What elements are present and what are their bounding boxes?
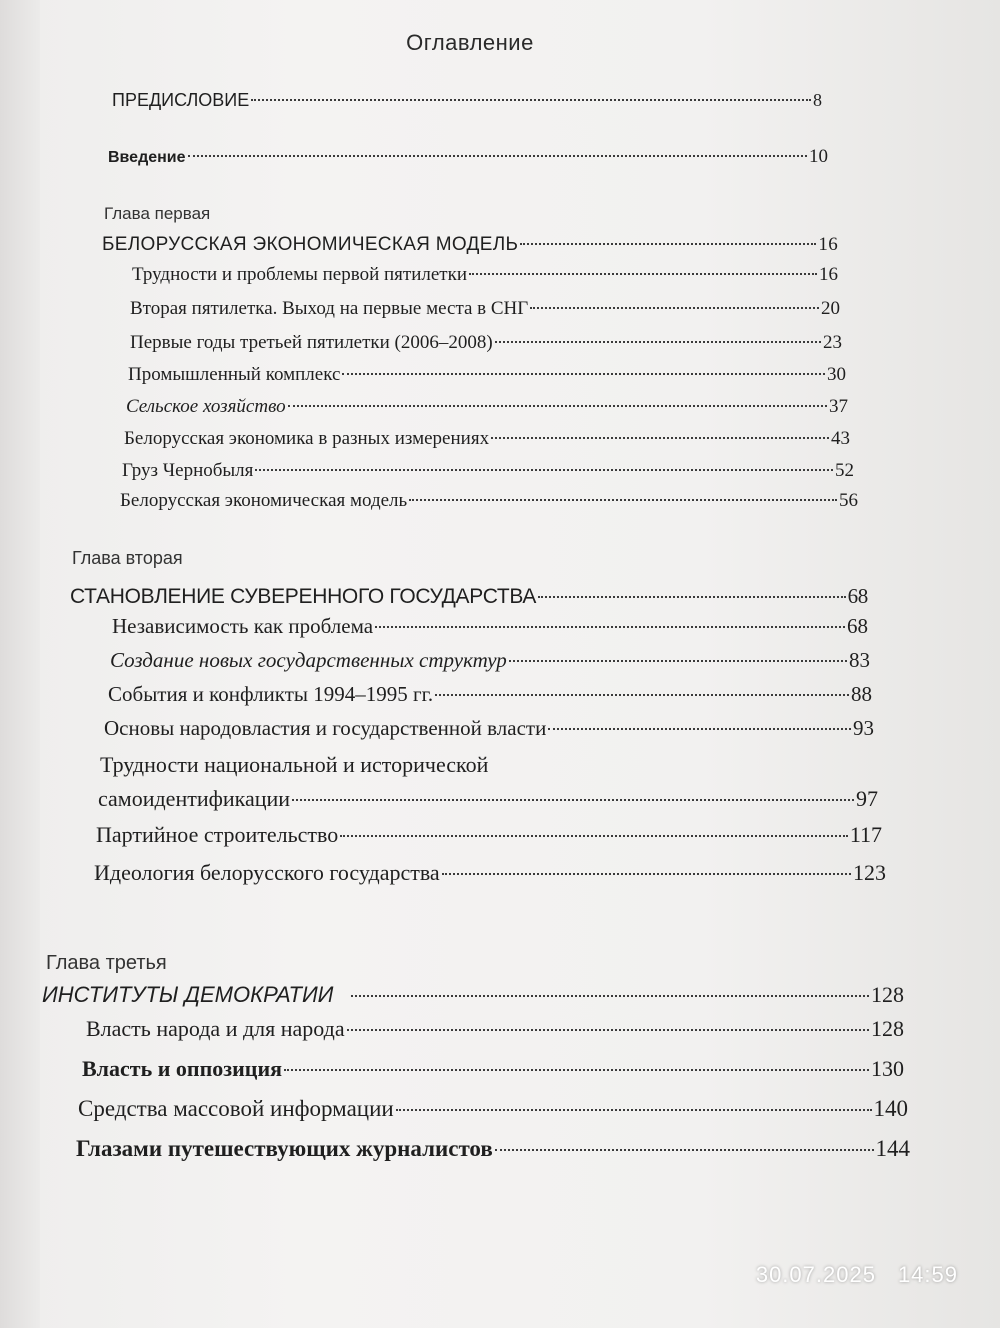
toc-page-number: 93 <box>853 716 874 740</box>
leader-dots <box>495 341 821 343</box>
toc-entry-preface <box>112 90 822 111</box>
toc-entry-label-line1: Трудности национальной и исторической <box>100 752 489 777</box>
toc-page-number: 23 <box>823 332 842 353</box>
toc-entry-label: Трудности и проблемы первой пятилетки <box>132 264 467 285</box>
toc-page-number: 128 <box>871 1016 904 1041</box>
toc-entry-label: Средства массовой информации <box>78 1096 394 1121</box>
toc-entry-label: Основы народовластия и государственной власти <box>104 716 547 740</box>
leader-dots <box>538 596 845 598</box>
leader-dots <box>351 995 869 997</box>
chapter-1-label: Глава первая <box>104 204 211 223</box>
leader-dots <box>288 405 827 407</box>
chapter-2-label: Глава вторая <box>72 548 183 568</box>
leader-dots <box>530 307 819 309</box>
toc-page-number: 20 <box>821 298 840 319</box>
leader-dots <box>509 660 847 662</box>
toc-entry-label: ПРЕДИСЛОВИЕ <box>112 90 250 110</box>
leader-dots <box>409 499 837 501</box>
chapter-3-heading <box>42 982 904 1008</box>
toc-entry <box>126 396 848 418</box>
leader-dots <box>548 728 851 730</box>
leader-dots <box>292 799 854 801</box>
toc-page-number: 83 <box>849 648 870 672</box>
toc-entry-label: События и конфликты 1994–1995 гг. <box>108 682 434 706</box>
toc-entry-label: Независимость как проблема <box>112 614 374 638</box>
toc-entry-label: Вторая пятилетка. Выход на первые места в СНГ <box>130 298 529 319</box>
leader-dots <box>347 1029 869 1031</box>
toc-page-number: 16 <box>819 264 838 285</box>
toc-entry <box>132 264 838 286</box>
leader-dots <box>251 99 811 101</box>
leader-dots <box>396 1109 872 1111</box>
toc-entry-label: СТАНОВЛЕНИЕ СУВЕРЕННОГО ГОСУДАРСТВА <box>70 585 537 608</box>
photo-timestamp <box>756 1262 958 1288</box>
toc-entry-label: Груз Чернобыля <box>122 460 254 481</box>
leader-dots <box>375 626 845 628</box>
toc-entry <box>122 460 854 482</box>
leader-dots <box>340 835 848 837</box>
toc-entry-label: Партийное строительство <box>96 822 339 847</box>
leader-dots <box>284 1069 869 1071</box>
leader-dots <box>495 1149 874 1151</box>
toc-page-number: 43 <box>831 428 850 449</box>
toc-entry <box>128 364 846 386</box>
leader-dots <box>435 694 849 696</box>
toc-entry-label: Белорусская экономика в разных измерениях <box>124 428 490 449</box>
toc-entry-label: Промышленный комплекс <box>128 364 341 385</box>
toc-entry <box>78 1096 908 1122</box>
leader-dots <box>520 243 816 245</box>
toc-page-number: 88 <box>851 682 872 706</box>
toc-page-number: 123 <box>853 860 886 885</box>
toc-entry-label: Глазами путешествующих журналистов <box>76 1136 493 1161</box>
toc-entry <box>130 298 840 320</box>
toc-entry-label: Первые годы третьей пятилетки (2006–2008) <box>130 332 493 353</box>
toc-page-number: 140 <box>873 1096 908 1121</box>
toc-entry <box>124 428 850 450</box>
toc-entry-label: Власть и оппозиция <box>82 1056 283 1081</box>
leader-dots <box>442 873 851 875</box>
toc-entry <box>96 822 882 848</box>
leader-dots <box>469 273 817 275</box>
photo-date: 30.07.2025 <box>755 1262 876 1287</box>
chapter-2-heading <box>70 584 868 609</box>
toc-page-number: 8 <box>813 90 822 110</box>
leader-dots <box>342 373 825 375</box>
toc-entry-label: Создание новых государственных структур <box>110 648 507 672</box>
toc-page-number: 10 <box>809 146 828 167</box>
toc-page-number: 130 <box>871 1056 904 1081</box>
toc-page-number: 30 <box>827 364 846 385</box>
toc-entry <box>86 1016 904 1042</box>
toc-entry <box>130 332 842 354</box>
leader-dots <box>188 155 807 157</box>
toc-entry <box>108 682 872 707</box>
toc-page-number: 37 <box>829 396 848 417</box>
toc-page-number: 97 <box>856 786 878 811</box>
toc-entry <box>120 490 858 512</box>
toc-entry-label: Белорусская экономическая модель <box>120 490 408 511</box>
toc-entry <box>104 716 874 741</box>
page-title: Оглавление <box>406 30 534 55</box>
toc-page-number: 68 <box>847 584 868 608</box>
leader-dots <box>255 469 833 471</box>
chapter-1-heading <box>102 234 838 256</box>
toc-entry-introduction <box>108 146 828 168</box>
photo-time: 14:59 <box>897 1262 958 1287</box>
toc-page-number: 68 <box>847 614 868 638</box>
toc-entry-label: Идеология белорусского государства <box>94 860 440 885</box>
toc-entry <box>98 786 878 812</box>
leader-dots <box>491 437 829 439</box>
toc-entry <box>112 614 868 639</box>
toc-entry-label: Введение <box>108 149 186 166</box>
toc-entry <box>94 860 886 886</box>
toc-page-number: 52 <box>835 460 854 481</box>
toc-entry <box>82 1056 904 1082</box>
toc-page-number: 117 <box>849 822 882 847</box>
toc-entry <box>110 648 870 673</box>
toc-entry-label: ИНСТИТУТЫ ДЕМОКРАТИИ <box>42 982 334 1007</box>
toc-entry-label: Сельское хозяйство <box>126 396 286 417</box>
toc-entry-label: БЕЛОРУССКАЯ ЭКОНОМИЧЕСКАЯ МОДЕЛЬ <box>102 234 519 255</box>
toc-entry <box>76 1136 910 1162</box>
show-through-text <box>740 520 745 541</box>
toc-page-number: 16 <box>818 234 838 255</box>
toc-page-number: 56 <box>839 490 858 511</box>
toc-page-number: 144 <box>875 1136 910 1161</box>
toc-entry-label: Власть народа и для народа <box>86 1016 345 1041</box>
toc-entry-label: самоидентификации <box>98 786 291 811</box>
chapter-3-label: Глава третья <box>46 952 167 974</box>
toc-page-number: 128 <box>871 982 904 1007</box>
